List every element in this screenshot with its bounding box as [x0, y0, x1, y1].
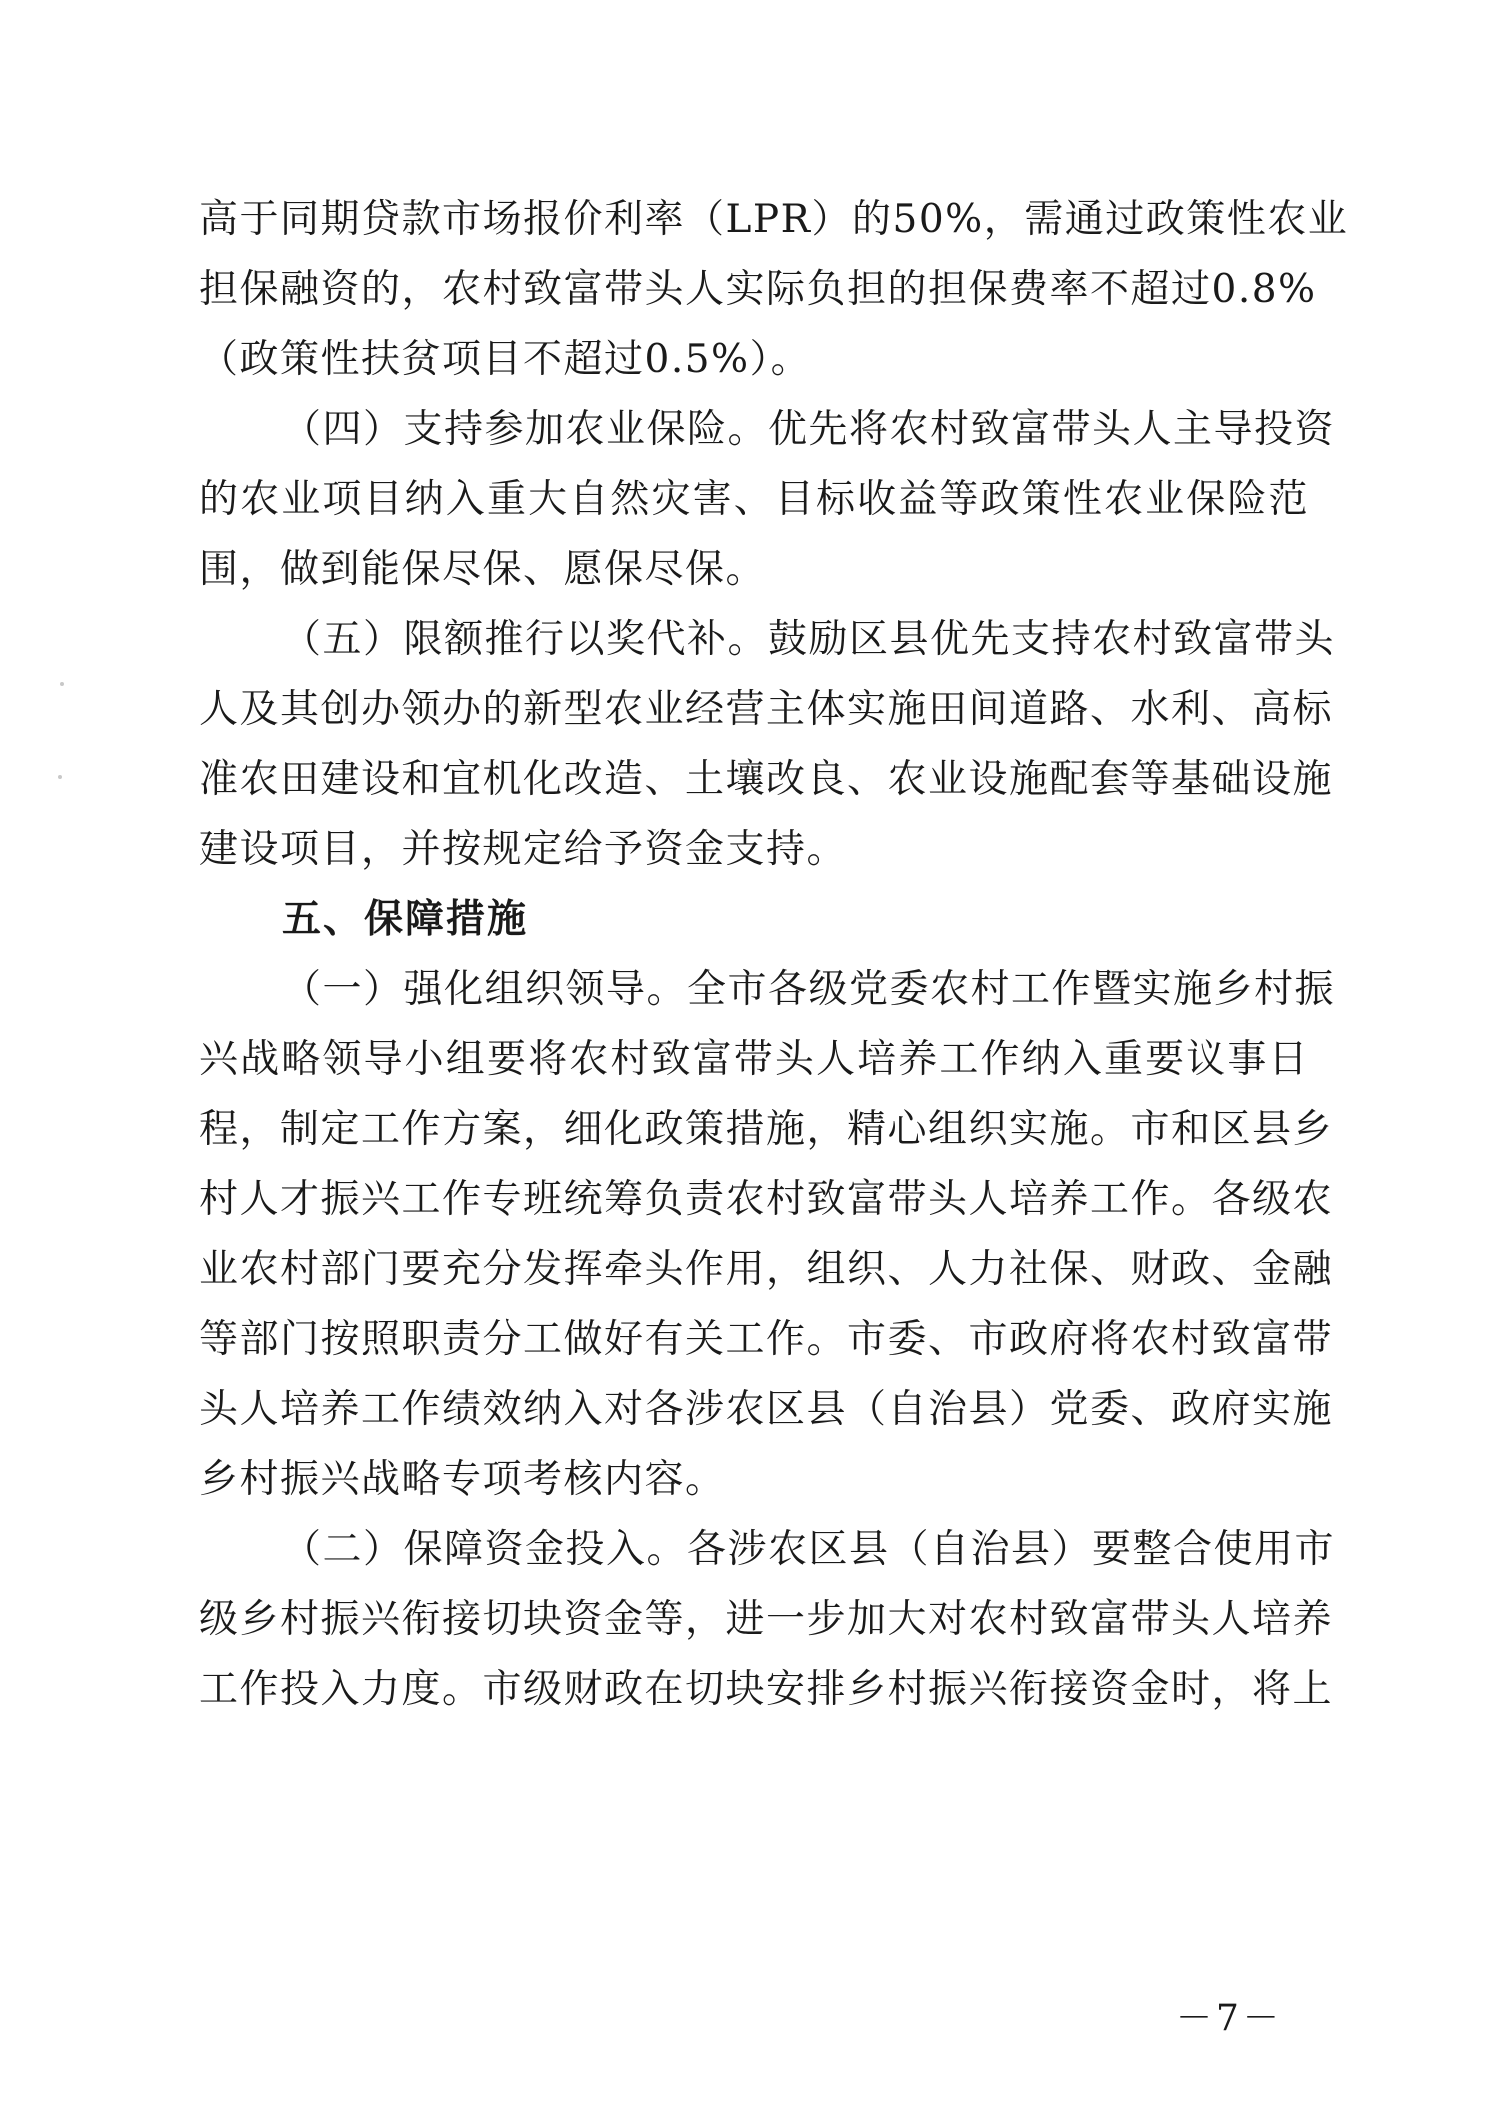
- section-heading: 五、保障措施: [282, 897, 529, 942]
- body-text-line: 围，做到能保尽保、愿保尽保。: [199, 547, 767, 592]
- body-text-line: 级乡村振兴衔接切块资金等，进一步加大对农村致富带头人培养: [199, 1597, 1334, 1642]
- body-text-line: 乡村振兴战略专项考核内容。: [199, 1457, 726, 1502]
- body-text-line: 头人培养工作绩效纳入对各涉农区县（自治县）党委、政府实施: [199, 1387, 1334, 1432]
- body-text-line: 业农村部门要充分发挥牵头作用，组织、人力社保、财政、金融: [199, 1247, 1334, 1292]
- body-text-line: 担保融资的，农村致富带头人实际负担的担保费率不超过0.8%: [199, 267, 1317, 312]
- scan-speck: [60, 682, 64, 686]
- body-text-line: 的农业项目纳入重大自然灾害、目标收益等政策性农业保险范: [199, 477, 1309, 522]
- body-text-line: 程，制定工作方案，细化政策措施，精心组织实施。市和区县乡: [199, 1107, 1334, 1152]
- body-text-line: 村人才振兴工作专班统筹负责农村致富带头人培养工作。各级农: [199, 1177, 1334, 1222]
- body-text-line: 工作投入力度。市级财政在切块安排乡村振兴衔接资金时，将上: [199, 1667, 1334, 1712]
- scan-speck: [58, 775, 62, 779]
- body-text-line: 等部门按照职责分工做好有关工作。市委、市政府将农村致富带: [199, 1317, 1334, 1362]
- body-text-line: 人及其创办领办的新型农业经营主体实施田间道路、水利、高标: [199, 687, 1334, 732]
- subsection-two-paragraph-line: （二）保障资金投入。各涉农区县（自治县）要整合使用市: [282, 1527, 1336, 1572]
- body-text-line: 兴战略领导小组要将农村致富带头人培养工作纳入重要议事日: [199, 1037, 1309, 1082]
- section-five-paragraph-line: （五）限额推行以奖代补。鼓励区县优先支持农村致富带头: [282, 617, 1336, 662]
- body-text-line: （政策性扶贫项目不超过0.5%）。: [199, 337, 812, 382]
- page-number: －7－: [1176, 1998, 1283, 2039]
- body-text-line: 高于同期贷款市场报价利率（LPR）的50%，需通过政策性农业: [199, 197, 1349, 242]
- body-text-line: 建设项目，并按规定给予资金支持。: [199, 827, 848, 872]
- subsection-one-paragraph-line: （一）强化组织领导。全市各级党委农村工作暨实施乡村振: [282, 967, 1336, 1012]
- section-four-paragraph-line: （四）支持参加农业保险。优先将农村致富带头人主导投资: [282, 407, 1336, 452]
- body-text-line: 准农田建设和宜机化改造、土壤改良、农业设施配套等基础设施: [199, 757, 1334, 802]
